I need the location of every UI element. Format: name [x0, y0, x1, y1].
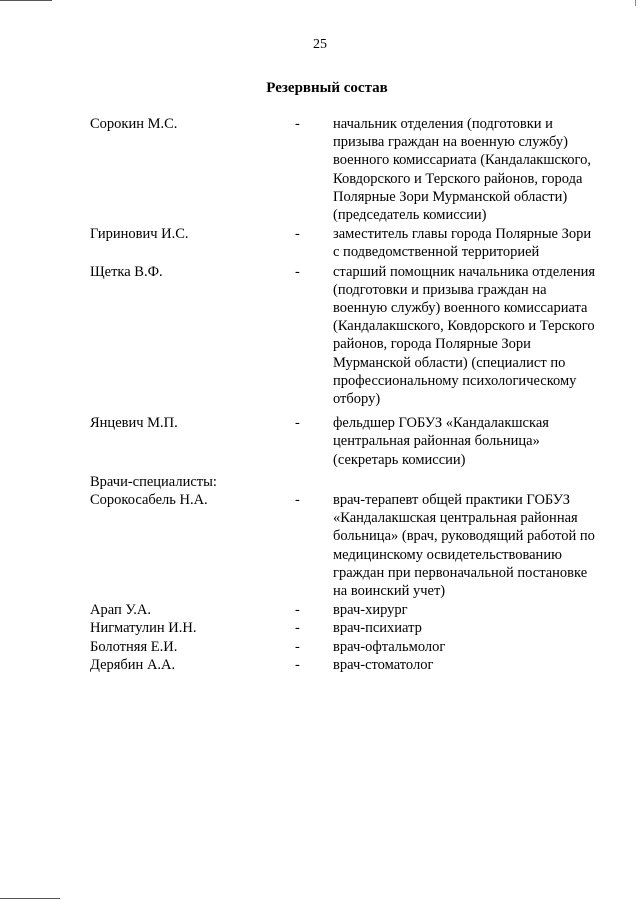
separator-dash: - [295, 656, 300, 673]
specialist-name: Сорокосабель Н.А. [90, 492, 208, 509]
specialist-position: врач-стоматолог [333, 656, 434, 673]
position-line: военную службу) военного комиссариата [333, 300, 588, 317]
specialist-position: врач-офтальмолог [333, 638, 446, 655]
specialist-name: Болотняя Е.И. [90, 638, 178, 655]
position-line: (председатель комиссии) [333, 207, 487, 224]
member-position [333, 263, 620, 409]
member-row [90, 115, 620, 224]
specialist-position: врач-хирург [333, 602, 408, 619]
specialist-position [333, 491, 620, 600]
member-position [333, 414, 620, 469]
position-line: Ковдорского и Терского районов, города [333, 170, 583, 187]
member-name: Гиринович И.С. [90, 226, 189, 243]
member-row [90, 263, 620, 409]
position-line: заместитель главы города Полярные Зори [333, 226, 592, 243]
member-list [90, 115, 620, 674]
separator-dash: - [295, 492, 300, 509]
position-line: (Кандалакшского, Ковдорского и Терского [333, 318, 595, 335]
member-position [333, 225, 620, 261]
position-line: (секретарь комиссии) [333, 451, 466, 468]
page-number: 25 [313, 37, 327, 52]
specialist-row [90, 601, 620, 619]
specialist-name: Нигматулин И.Н. [90, 620, 197, 637]
specialist-position: врач-психиатр [333, 620, 422, 637]
specialist-name: Арап У.А. [90, 602, 151, 619]
position-line: «Кандалакшская центральная районная [333, 510, 578, 527]
separator-dash: - [295, 620, 300, 637]
position-line: медицинскому освидетельствованию [333, 546, 562, 563]
position-line: граждан при первоначальной постановке [333, 564, 588, 581]
document-title: Резервный состав [266, 80, 388, 96]
member-row [90, 225, 620, 261]
position-line: начальник отделения (подготовки и [333, 116, 553, 132]
member-row [90, 414, 620, 469]
scan-edge-line-bottom [0, 898, 60, 899]
member-name: Янцевич М.П. [90, 415, 178, 432]
position-line: больница» (врач, руководящий работой по [333, 528, 595, 545]
position-line: профессиональному психологическому [333, 372, 577, 389]
specialist-row [90, 656, 620, 674]
separator-dash: - [295, 638, 300, 655]
position-line: отбору) [333, 391, 381, 408]
specialists-heading: Врачи-специалисты: [90, 473, 217, 490]
position-line: призыва граждан на военную службу) [333, 134, 568, 151]
specialist-row [90, 638, 620, 656]
specialist-row [90, 491, 620, 600]
separator-dash: - [295, 263, 300, 280]
separator-dash: - [295, 116, 300, 132]
separator-dash: - [295, 226, 300, 243]
position-line: военного комиссариата (Кандалакшского, [333, 152, 591, 169]
position-line: Полярные Зори Мурманской области) [333, 188, 568, 205]
separator-dash: - [295, 415, 300, 432]
position-line: Мурманской области) (специалист по [333, 354, 566, 371]
member-name: Сорокин М.С. [90, 116, 178, 132]
scan-edge-line-top [0, 0, 52, 1]
specialist-row [90, 619, 620, 637]
position-line: старший помощник начальника отделения [333, 263, 596, 280]
position-line: на воинский учет) [333, 583, 446, 600]
position-line: (подготовки и призыва граждан на [333, 281, 547, 298]
position-line: фельдшер ГОБУЗ «Кандалакшская [333, 415, 549, 432]
separator-dash: - [295, 602, 300, 619]
position-line: районов, города Полярные Зори [333, 336, 531, 353]
position-line: с подведомственной территорией [333, 244, 540, 261]
member-name: Щетка В.Ф. [90, 263, 163, 280]
position-line: врач-терапевт общей практики ГОБУЗ [333, 492, 571, 509]
position-line: центральная районная больница» [333, 433, 540, 450]
scan-corner-mark [635, 0, 636, 6]
member-position [333, 115, 620, 224]
specialist-name: Дерябин А.А. [90, 656, 176, 673]
